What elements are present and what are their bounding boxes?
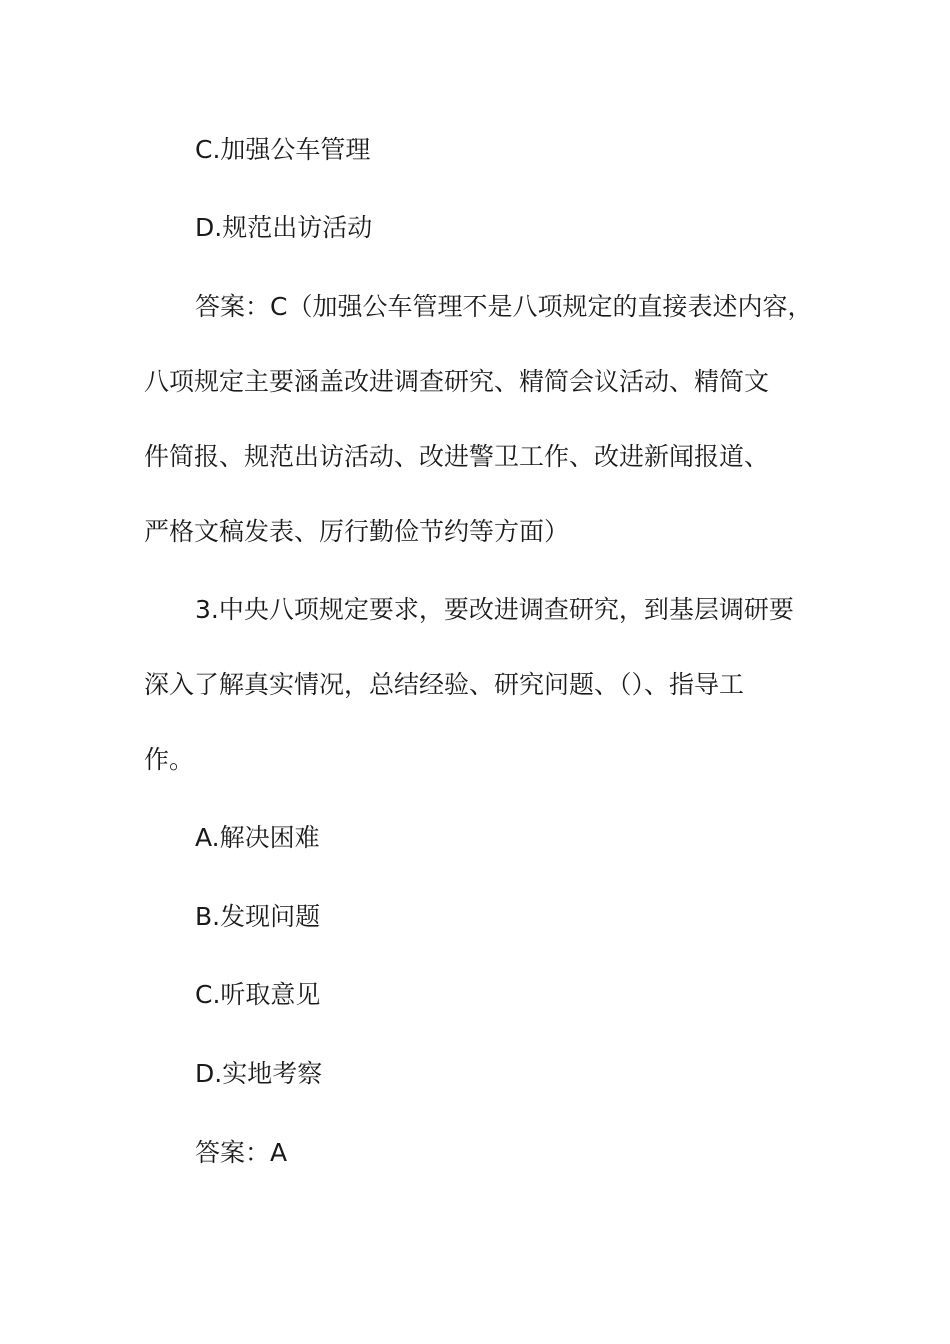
q3-option-b: B.发现问题 <box>195 902 321 931</box>
q2-answer-line-1: 答案：C（加强公车管理不是八项规定的直接表述内容， <box>195 292 813 321</box>
q3-question-line-2: 深入了解真实情况，总结经验、研究问题、（）、指导工 <box>144 670 745 699</box>
q3-question-line-1: 3.中央八项规定要求，要改进调查研究，到基层调研要 <box>195 595 794 624</box>
q3-option-d: D.实地考察 <box>195 1059 323 1088</box>
q2-option-c: C.加强公车管理 <box>195 135 371 164</box>
q3-question-line-3: 作。 <box>144 745 195 774</box>
q2-answer-line-4: 严格文稿发表、厉行勤俭节约等方面） <box>144 517 570 546</box>
q2-answer-line-3: 件简报、规范出访活动、改进警卫工作、改进新闻报道、 <box>144 442 770 471</box>
q3-option-a: A.解决困难 <box>195 823 320 852</box>
q2-option-d: D.规范出访活动 <box>195 213 373 242</box>
q2-answer-line-2: 八项规定主要涵盖改进调查研究、精简会议活动、精简文 <box>144 367 770 396</box>
q3-option-c: C.听取意见 <box>195 980 321 1009</box>
q3-answer: 答案：A <box>195 1138 288 1167</box>
